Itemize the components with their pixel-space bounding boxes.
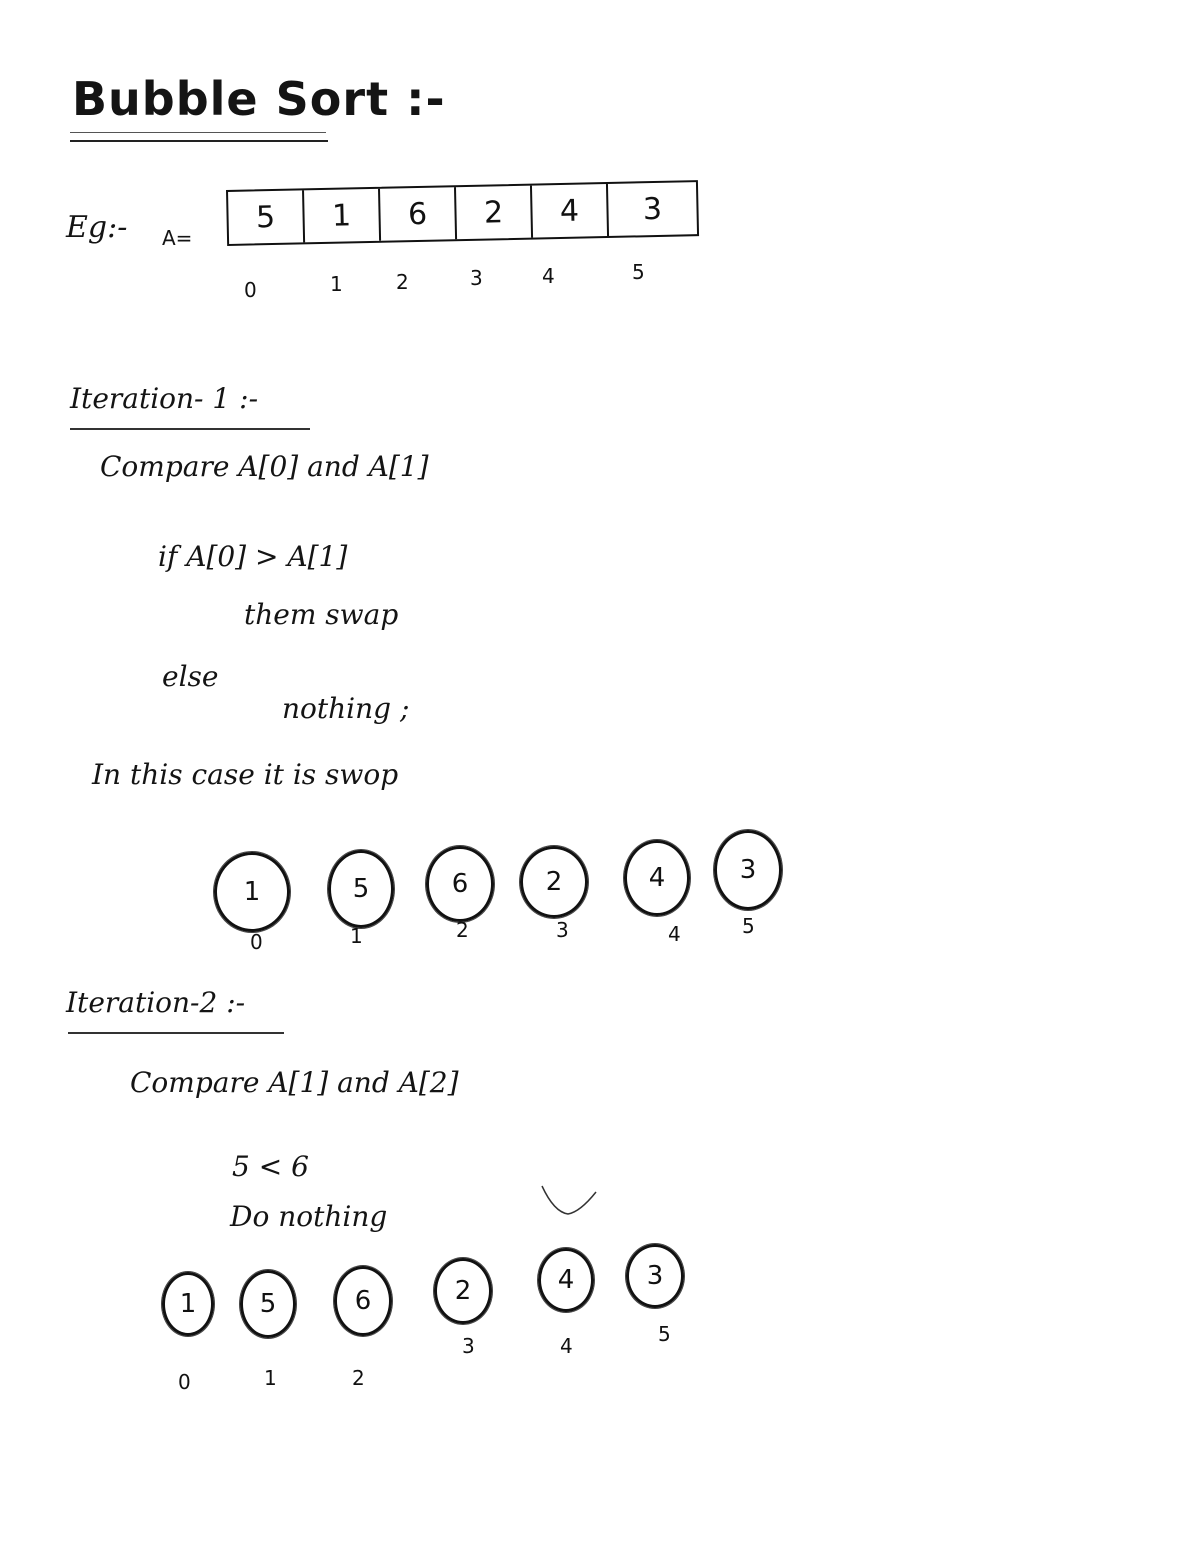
result-index: 2 (352, 1366, 365, 1390)
array-name-label: A= (162, 226, 193, 250)
iteration-1-nothing: nothing ; (282, 692, 410, 725)
result-circle: 2 (520, 846, 588, 918)
array-cell: 2 (456, 186, 533, 240)
result-circle: 3 (626, 1244, 684, 1308)
result-circle: 5 (240, 1270, 296, 1338)
result-index: 1 (264, 1366, 277, 1390)
iteration-1-condition: if A[0] > A[1] (158, 540, 348, 573)
result-index: 2 (456, 918, 469, 942)
result-index: 4 (560, 1334, 573, 1358)
result-circle: 6 (334, 1266, 392, 1336)
check-mark-icon (540, 1182, 598, 1222)
array-index: 1 (330, 272, 343, 296)
result-index: 1 (350, 924, 363, 948)
iteration-1-else: else (162, 660, 219, 693)
array-index: 4 (542, 264, 555, 288)
example-label: Eg:- (66, 210, 128, 245)
result-index: 0 (178, 1370, 191, 1394)
iteration-2-heading: Iteration-2 :- (66, 986, 246, 1019)
result-index: 4 (668, 922, 681, 946)
result-circle: 4 (624, 840, 690, 916)
result-index: 3 (462, 1334, 475, 1358)
array-index: 5 (632, 260, 645, 284)
page-title: Bubble Sort :- (72, 72, 446, 126)
result-circle: 1 (214, 852, 290, 932)
result-circle: 1 (162, 1272, 214, 1336)
title-underline (70, 132, 326, 133)
result-circle: 2 (434, 1258, 492, 1324)
array-cell: 4 (532, 184, 609, 238)
array-index: 0 (244, 278, 257, 302)
result-index: 0 (250, 930, 263, 954)
array-cell: 3 (642, 191, 663, 227)
iteration-1-case: In this case it is swop (92, 758, 399, 791)
result-index: 5 (658, 1322, 671, 1346)
iteration-1-then: them swap (244, 598, 399, 631)
iteration-2-compare: Compare A[1] and A[2] (130, 1066, 459, 1099)
title-underline (70, 140, 328, 142)
iteration-2-condition: 5 < 6 (232, 1150, 309, 1183)
array-index: 2 (396, 270, 409, 294)
result-circle: 4 (538, 1248, 594, 1312)
result-index: 3 (556, 918, 569, 942)
iteration-1-compare: Compare A[0] and A[1] (100, 450, 429, 483)
iteration-2-action: Do nothing (230, 1200, 388, 1233)
iteration-1-underline (70, 428, 310, 430)
array-cell: 1 (304, 189, 381, 243)
array-cell: 6 (380, 187, 457, 241)
result-circle: 5 (328, 850, 394, 928)
array-index: 3 (470, 266, 483, 290)
example-array (226, 180, 699, 246)
iteration-2-underline (68, 1032, 284, 1034)
array-cell: 5 (228, 190, 305, 244)
iteration-1-heading: Iteration- 1 :- (70, 382, 259, 415)
result-index: 5 (742, 914, 755, 938)
result-circle: 6 (426, 846, 494, 922)
result-circle: 3 (714, 830, 782, 910)
